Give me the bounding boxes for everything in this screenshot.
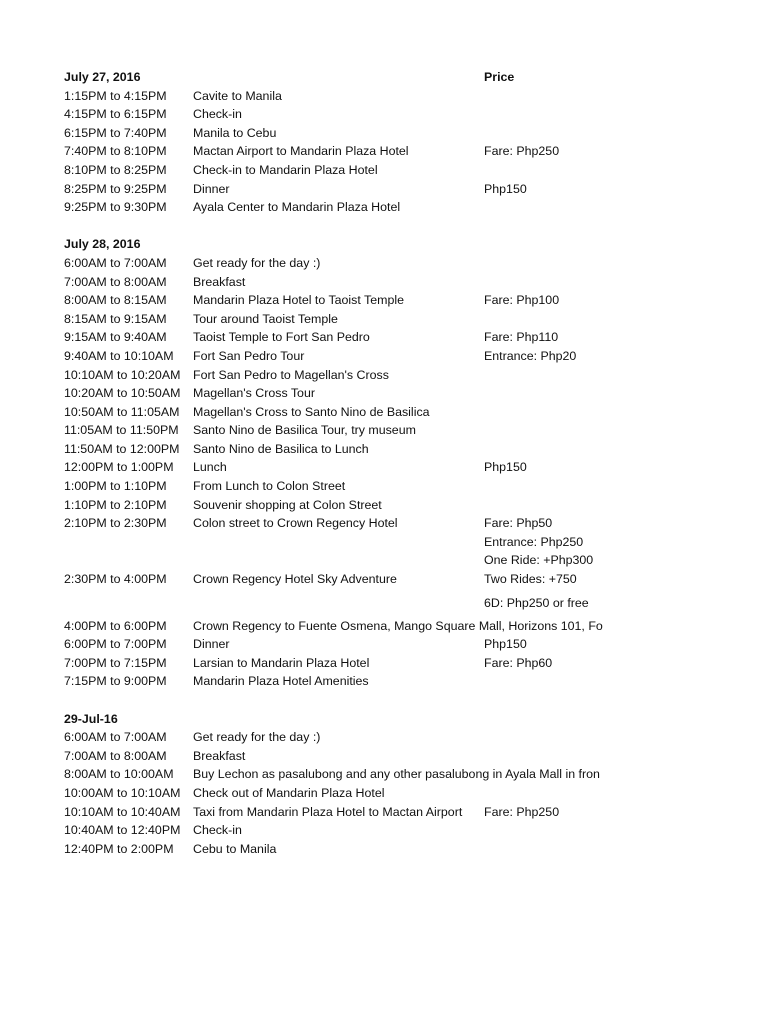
time-cell: 11:50AM to 12:00PM <box>64 441 180 456</box>
activity-cell: Mandarin Plaza Hotel to Taoist Temple <box>193 293 404 308</box>
price-cell: Fare: Php100 <box>484 291 604 310</box>
blank-row <box>64 691 604 710</box>
activity-cell: Cavite to Manila <box>193 88 282 103</box>
schedule-row <box>64 180 604 199</box>
day-date: July 28, 2016 <box>64 237 141 252</box>
schedule-row <box>64 728 604 747</box>
time-cell: 7:00AM to 8:00AM <box>64 274 167 289</box>
activity-cell: Crown Regency Hotel Sky Adventure <box>193 572 397 587</box>
price-cell: Php150 <box>484 180 604 199</box>
activity-cell: Check-in to Mandarin Plaza Hotel <box>193 162 378 177</box>
schedule-row <box>64 747 604 766</box>
schedule-row <box>64 821 604 840</box>
time-cell: 10:10AM to 10:20AM <box>64 367 181 382</box>
schedule-row <box>64 254 604 273</box>
schedule-row <box>64 458 604 477</box>
time-cell: 1:00PM to 1:10PM <box>64 479 167 494</box>
price-cell: Entrance: Php20 <box>484 347 604 366</box>
activity-cell: Cebu to Manila <box>193 841 277 856</box>
price-cell: Php150 <box>484 458 604 477</box>
day-date: July 27, 2016 <box>64 70 141 84</box>
time-cell: 9:40AM to 10:10AM <box>64 348 174 363</box>
time-cell: 6:15PM to 7:40PM <box>64 125 167 140</box>
price-cell: Fare: Php110 <box>484 328 604 347</box>
activity-cell: Check out of Mandarin Plaza Hotel <box>193 785 385 800</box>
activity-cell: Buy Lechon as pasalubong and any other pasalubong in Ayala Mall in fron <box>193 767 600 782</box>
schedule-row <box>64 654 604 673</box>
schedule-row <box>64 440 604 459</box>
schedule-row <box>64 617 604 636</box>
activity-cell: Colon street to Crown Regency Hotel <box>193 516 398 531</box>
activity-cell: Check-in <box>193 107 242 122</box>
blank-row <box>64 217 604 236</box>
schedule-row <box>64 347 604 366</box>
schedule-row <box>64 765 604 784</box>
schedule-row <box>64 840 604 859</box>
time-cell: 6:00AM to 7:00AM <box>64 730 167 745</box>
price-cell: Fare: Php250 <box>484 803 604 822</box>
schedule-row <box>64 384 604 403</box>
price-cell: Php150 <box>484 635 604 654</box>
day-header-row <box>64 235 604 254</box>
activity-cell: Souvenir shopping at Colon Street <box>193 497 382 512</box>
price-cell: Fare: Php250 <box>484 142 604 161</box>
day-date: 29-Jul-16 <box>64 711 118 726</box>
time-cell: 8:25PM to 9:25PM <box>64 181 167 196</box>
time-cell: 8:00AM to 10:00AM <box>64 767 174 782</box>
time-cell: 9:15AM to 9:40AM <box>64 330 167 345</box>
schedule-row <box>64 142 604 161</box>
activity-cell: Santo Nino de Basilica Tour, try museum <box>193 423 416 438</box>
activity-cell: Fort San Pedro to Magellan's Cross <box>193 367 389 382</box>
time-cell: 11:05AM to 11:50PM <box>64 423 179 438</box>
activity-cell: Fort San Pedro Tour <box>193 348 305 363</box>
activity-cell: Santo Nino de Basilica to Lunch <box>193 441 369 456</box>
activity-cell: Magellan's Cross Tour <box>193 386 315 401</box>
schedule-row <box>64 421 604 440</box>
schedule-row <box>64 635 604 654</box>
time-cell: 2:10PM to 2:30PM <box>64 516 167 531</box>
time-cell: 2:30PM to 4:00PM <box>64 572 167 587</box>
activity-cell: Check-in <box>193 823 242 838</box>
time-cell: 6:00PM to 7:00PM <box>64 637 167 652</box>
time-cell: 7:15PM to 9:00PM <box>64 674 167 689</box>
activity-cell: From Lunch to Colon Street <box>193 479 346 494</box>
time-cell: 12:00PM to 1:00PM <box>64 460 174 475</box>
time-cell: 1:15PM to 4:15PM <box>64 88 167 103</box>
activity-cell: Manila to Cebu <box>193 125 277 140</box>
activity-cell: Larsian to Mandarin Plaza Hotel <box>193 655 370 670</box>
time-cell: 1:10PM to 2:10PM <box>64 497 167 512</box>
schedule-row <box>64 403 604 422</box>
activity-cell: Get ready for the day :) <box>193 255 321 270</box>
schedule-row <box>64 198 604 217</box>
time-cell: 8:00AM to 8:15AM <box>64 293 167 308</box>
schedule-row <box>64 570 604 589</box>
time-cell: 7:00PM to 7:15PM <box>64 655 167 670</box>
schedule-row <box>64 291 604 310</box>
day-header-row <box>64 68 604 87</box>
activity-cell: Mactan Airport to Mandarin Plaza Hotel <box>193 144 409 159</box>
schedule-row <box>64 477 604 496</box>
schedule-row <box>64 589 604 617</box>
price-cell: Fare: Php60 <box>484 654 604 673</box>
activity-cell: Get ready for the day :) <box>193 730 321 745</box>
time-cell: 7:00AM to 8:00AM <box>64 748 167 763</box>
time-cell: 10:00AM to 10:10AM <box>64 785 181 800</box>
time-cell: 6:00AM to 7:00AM <box>64 255 167 270</box>
schedule-row <box>64 803 604 822</box>
time-cell: 10:20AM to 10:50AM <box>64 386 181 401</box>
time-cell: 8:15AM to 9:15AM <box>64 311 167 326</box>
activity-cell: Mandarin Plaza Hotel Amenities <box>193 674 369 689</box>
price-cell: Two Rides: +750 <box>484 570 604 589</box>
schedule-row <box>64 514 604 533</box>
schedule-row <box>64 551 604 570</box>
schedule-row <box>64 784 604 803</box>
activity-cell: Taxi from Mandarin Plaza Hotel to Mactan Airport <box>193 804 463 819</box>
schedule-row <box>64 310 604 329</box>
price-cell: One Ride: +Php300 <box>484 551 604 570</box>
time-cell: 4:15PM to 6:15PM <box>64 107 167 122</box>
price-cell: 6D: Php250 or free <box>484 589 604 617</box>
schedule-row <box>64 105 604 124</box>
time-cell: 10:10AM to 10:40AM <box>64 804 181 819</box>
time-cell: 8:10PM to 8:25PM <box>64 162 167 177</box>
time-cell: 12:40PM to 2:00PM <box>64 841 174 856</box>
schedule-row <box>64 672 604 691</box>
activity-cell: Dinner <box>193 181 230 196</box>
price-cell: Fare: Php50 <box>484 514 604 533</box>
schedule-row <box>64 366 604 385</box>
activity-cell: Breakfast <box>193 748 246 763</box>
activity-cell: Lunch <box>193 460 227 475</box>
activity-cell: Taoist Temple to Fort San Pedro <box>193 330 370 345</box>
activity-cell: Magellan's Cross to Santo Nino de Basilica <box>193 404 430 419</box>
activity-cell: Crown Regency to Fuente Osmena, Mango Square Mall, Horizons 101, Fo <box>193 618 603 633</box>
time-cell: 7:40PM to 8:10PM <box>64 144 167 159</box>
price-cell: Entrance: Php250 <box>484 533 604 552</box>
activity-cell: Dinner <box>193 637 230 652</box>
schedule-row <box>64 496 604 515</box>
time-cell: 10:50AM to 11:05AM <box>64 404 180 419</box>
schedule-row <box>64 87 604 106</box>
schedule-row <box>64 533 604 552</box>
time-cell: 9:25PM to 9:30PM <box>64 200 167 215</box>
price-column-header: Price <box>484 68 604 87</box>
day-header-row <box>64 710 604 729</box>
schedule-row <box>64 124 604 143</box>
activity-cell: Tour around Taoist Temple <box>193 311 338 326</box>
time-cell: 10:40AM to 12:40PM <box>64 823 181 838</box>
time-cell: 4:00PM to 6:00PM <box>64 618 167 633</box>
schedule-row <box>64 328 604 347</box>
itinerary-sheet <box>64 68 604 858</box>
schedule-row <box>64 273 604 292</box>
activity-cell: Breakfast <box>193 274 246 289</box>
activity-cell: Ayala Center to Mandarin Plaza Hotel <box>193 200 401 215</box>
schedule-row <box>64 161 604 180</box>
